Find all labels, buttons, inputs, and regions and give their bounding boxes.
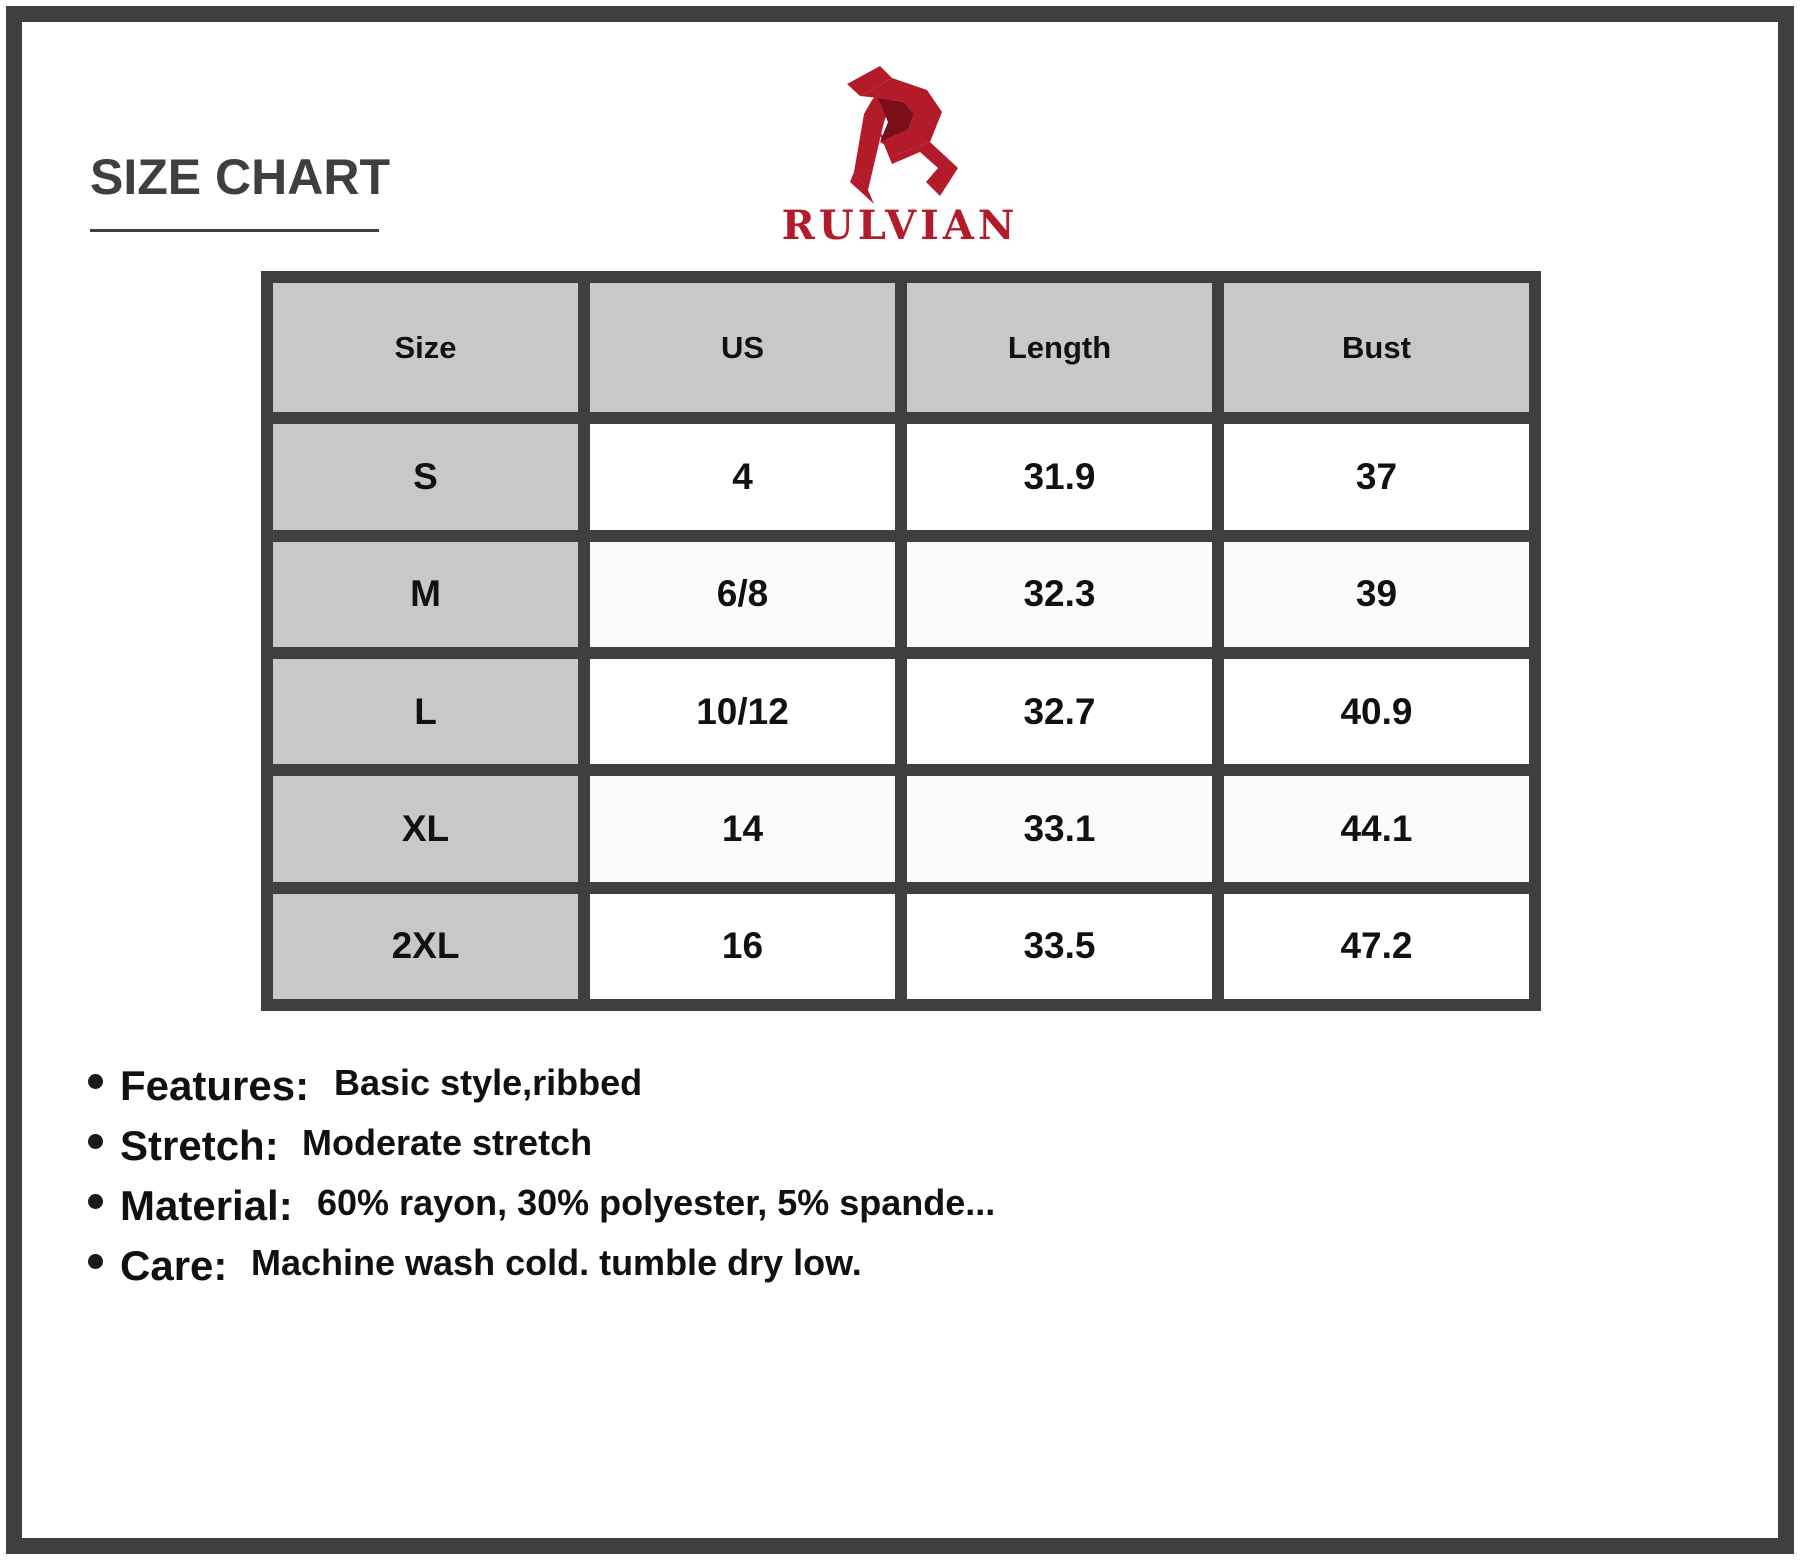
us-cell: 16 <box>584 888 901 1005</box>
size-cell: M <box>267 536 584 653</box>
size-cell: S <box>267 418 584 535</box>
bullet-icon <box>88 1194 103 1209</box>
us-cell: 10/12 <box>584 653 901 770</box>
size-table <box>261 271 1541 1011</box>
bust-cell: 40.9 <box>1218 653 1535 770</box>
bullet-icon <box>88 1074 103 1089</box>
bust-cell: 44.1 <box>1218 770 1535 887</box>
us-cell: 6/8 <box>584 536 901 653</box>
size-cell: XL <box>267 770 584 887</box>
rulvian-r-logo-icon <box>780 64 1020 204</box>
length-cell: 33.5 <box>901 888 1218 1005</box>
bust-cell: 47.2 <box>1218 888 1535 1005</box>
length-cell: 31.9 <box>901 418 1218 535</box>
spec-label: Care: <box>120 1242 228 1289</box>
spec-label: Stretch: <box>120 1122 279 1169</box>
length-cell: 32.3 <box>901 536 1218 653</box>
bullet-icon <box>88 1254 103 1269</box>
brand-logo <box>780 64 1020 254</box>
length-cell: 33.1 <box>901 770 1218 887</box>
page-title: SIZE CHART <box>90 149 390 205</box>
column-header-bust: Bust <box>1218 277 1535 418</box>
column-header-size: Size <box>267 277 584 418</box>
spec-value: 60% rayon, 30% polyester, 5% spande... <box>317 1182 996 1223</box>
column-header-us: US <box>584 277 901 418</box>
table-row <box>267 770 1535 887</box>
us-cell: 14 <box>584 770 901 887</box>
size-cell: L <box>267 653 584 770</box>
title-underline <box>90 229 379 232</box>
bullet-icon <box>88 1134 103 1149</box>
column-header-length: Length <box>901 277 1218 418</box>
table-row <box>267 888 1535 1005</box>
spec-label: Material: <box>120 1182 293 1229</box>
table-row <box>267 653 1535 770</box>
table-header-row <box>267 277 1535 418</box>
spec-label: Features: <box>120 1062 310 1109</box>
table-row <box>267 418 1535 535</box>
bust-cell: 37 <box>1218 418 1535 535</box>
us-cell: 4 <box>584 418 901 535</box>
spec-value: Basic style,ribbed <box>334 1062 643 1103</box>
spec-value: Machine wash cold. tumble dry low. <box>251 1242 862 1283</box>
bust-cell: 39 <box>1218 536 1535 653</box>
table-row <box>267 536 1535 653</box>
length-cell: 32.7 <box>901 653 1218 770</box>
spec-value: Moderate stretch <box>302 1122 593 1163</box>
size-cell: 2XL <box>267 888 584 1005</box>
brand-name: RULVIAN <box>781 202 1019 249</box>
